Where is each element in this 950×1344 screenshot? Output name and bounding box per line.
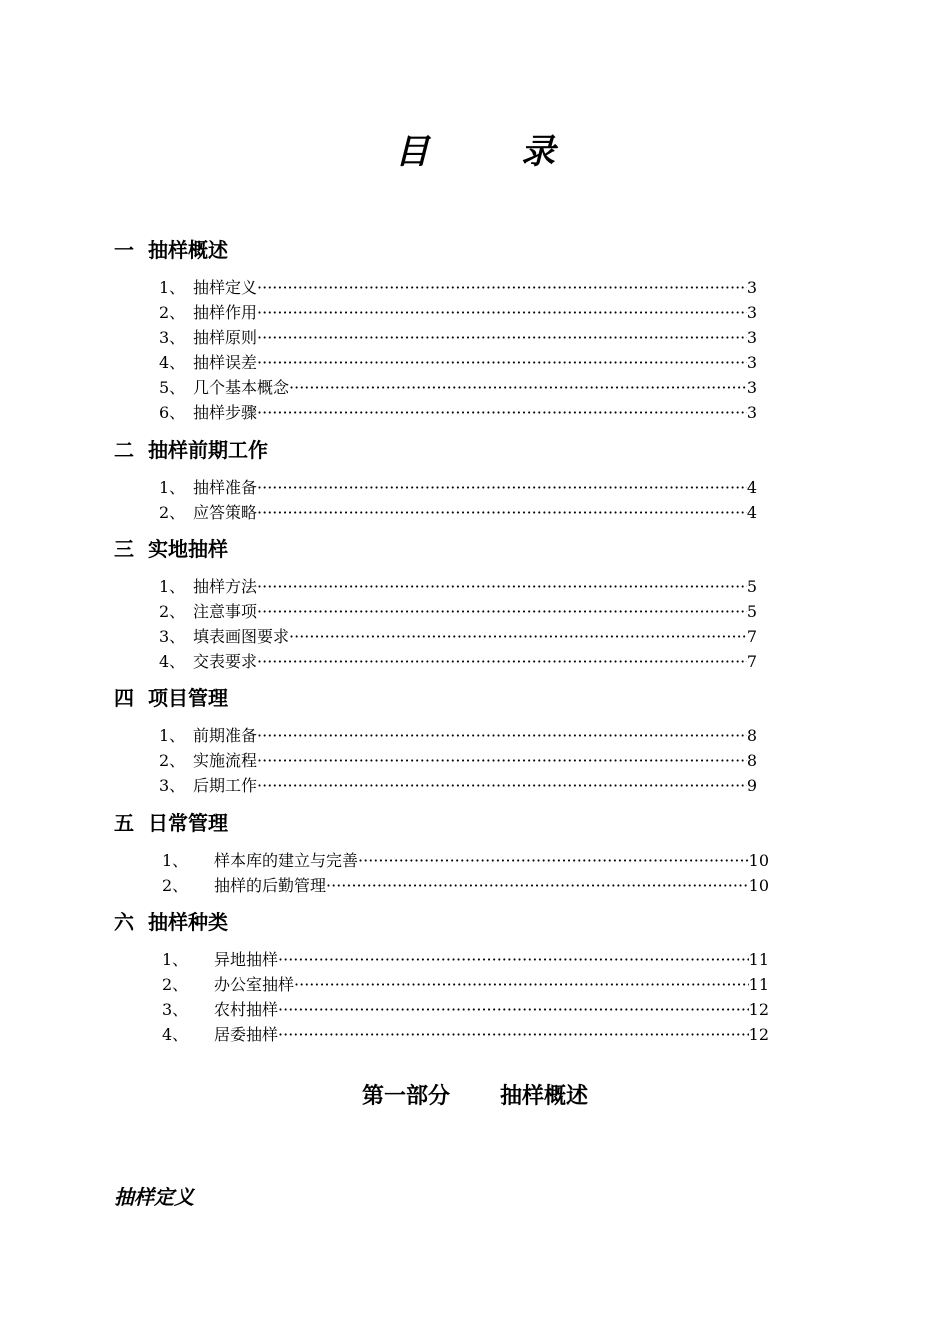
entry-number: 2、 [159,503,186,522]
toc-entry[interactable] [162,872,769,897]
entry-number: 1、 [159,478,186,497]
entry-page-number: 11 [748,975,769,994]
dot-leader [257,576,747,598]
entry-page-number: 5 [746,577,757,596]
entry-label: 抽样作用 [193,303,258,322]
dot-leader [257,750,747,772]
dot-leader [257,775,747,797]
toc-entry[interactable] [159,772,757,797]
entry-page-number: 9 [746,776,757,795]
entry-page-number: 11 [748,950,769,969]
entry-label: 抽样准备 [193,478,258,497]
entry-label: 办公室抽样 [214,975,295,994]
dot-leader [257,502,747,524]
section-title: 实地抽样 [148,537,228,561]
toc-entry[interactable] [162,847,769,872]
dot-leader [257,277,747,299]
part-label: 第一部分 [361,1084,450,1109]
toc-section-heading [114,436,268,464]
toc-entry[interactable] [159,598,757,623]
dot-leader [294,974,749,996]
section-number: 五 [114,811,134,835]
entry-page-number: 4 [746,478,757,497]
entry-number: 2、 [159,751,186,770]
entry-number: 6、 [159,403,186,422]
dot-leader [257,327,747,349]
entry-page-number: 10 [748,876,769,895]
section-title: 项目管理 [148,686,228,710]
entry-page-number: 7 [746,627,757,646]
entry-label: 抽样定义 [193,278,258,297]
toc-entry[interactable] [159,722,757,747]
entry-page-number: 7 [746,652,757,671]
entry-number: 4、 [159,652,186,671]
toc-entry[interactable] [159,648,757,673]
entry-page-number: 3 [746,403,757,422]
entry-label: 抽样方法 [193,577,258,596]
entry-label: 异地抽样 [214,950,279,969]
entry-page-number: 8 [746,751,757,770]
entry-label: 抽样的后勤管理 [214,876,327,895]
toc-entry[interactable] [159,274,757,299]
dot-leader [278,1024,749,1046]
entry-number: 1、 [162,950,189,969]
section-number: 四 [114,686,134,710]
entry-number: 2、 [159,303,186,322]
entry-number: 3、 [159,776,186,795]
toc-section-heading [114,684,228,712]
dot-leader [358,850,749,872]
entry-label: 前期准备 [193,726,258,745]
entry-label: 几个基本概念 [193,378,290,397]
toc-entry[interactable] [159,399,757,424]
toc-entry[interactable] [159,299,757,324]
entry-label: 应答策略 [193,503,258,522]
entry-label: 填表画图要求 [193,627,290,646]
dot-leader [257,402,747,424]
entry-page-number: 4 [746,503,757,522]
toc-entry[interactable] [159,747,757,772]
toc-entry[interactable] [159,499,757,524]
entry-page-number: 12 [748,1000,769,1019]
dot-leader [257,302,747,324]
entry-number: 1、 [159,726,186,745]
entry-label: 抽样误差 [193,353,258,372]
dot-leader [289,626,747,648]
entry-label: 抽样步骤 [193,403,258,422]
subsection-heading: 抽样定义 [114,1185,194,1209]
section-title: 抽样前期工作 [148,438,268,462]
dot-leader [257,651,747,673]
toc-title-right: 录 [521,132,555,172]
toc-entry[interactable] [162,971,769,996]
entry-page-number: 8 [746,726,757,745]
entry-label: 注意事项 [193,602,258,621]
entry-page-number: 10 [748,851,769,870]
dot-leader [257,601,747,623]
dot-leader [257,725,747,747]
entry-page-number: 3 [746,278,757,297]
toc-entry[interactable] [159,324,757,349]
toc-section-heading [114,908,228,936]
entry-number: 3、 [159,328,186,347]
section-title: 抽样概述 [148,238,228,262]
entry-number: 1、 [159,577,186,596]
entry-label: 样本库的建立与完善 [214,851,359,870]
part-heading [0,1080,950,1114]
toc-section-heading [114,809,228,837]
entry-number: 3、 [159,627,186,646]
toc-entry[interactable] [159,349,757,374]
entry-page-number: 3 [746,328,757,347]
entry-label: 交表要求 [193,652,258,671]
toc-entry[interactable] [162,946,769,971]
entry-label: 后期工作 [193,776,258,795]
entry-number: 1、 [162,851,189,870]
toc-entry[interactable] [159,573,757,598]
entry-number: 2、 [162,876,189,895]
toc-title [0,128,950,176]
entry-page-number: 3 [746,303,757,322]
section-title: 抽样种类 [148,910,228,934]
entry-number: 1、 [159,278,186,297]
entry-page-number: 3 [746,378,757,397]
entry-page-number: 12 [748,1025,769,1044]
entry-number: 3、 [162,1000,189,1019]
entry-number: 4、 [162,1025,189,1044]
section-number: 一 [114,238,134,262]
entry-number: 2、 [162,975,189,994]
toc-section-heading [114,535,228,563]
entry-label: 抽样原则 [193,328,258,347]
entry-number: 2、 [159,602,186,621]
entry-page-number: 5 [746,602,757,621]
section-number: 六 [114,910,134,934]
dot-leader [289,377,747,399]
toc-entry[interactable] [162,1021,769,1046]
dot-leader [257,352,747,374]
entry-number: 5、 [159,378,186,397]
entry-label: 居委抽样 [214,1025,279,1044]
entry-label: 实施流程 [193,751,258,770]
dot-leader [326,875,749,897]
dot-leader [278,949,749,971]
toc-section-heading [114,236,228,264]
toc-entry[interactable] [159,474,757,499]
section-number: 二 [114,438,134,462]
toc-title-left: 目 [395,132,429,172]
part-title: 抽样概述 [500,1084,589,1109]
toc-entry[interactable] [159,374,757,399]
toc-entry[interactable] [159,623,757,648]
dot-leader [278,999,749,1021]
dot-leader [257,477,747,499]
toc-entry[interactable] [162,996,769,1021]
entry-number: 4、 [159,353,186,372]
section-title: 日常管理 [148,811,228,835]
section-number: 三 [114,537,134,561]
entry-page-number: 3 [746,353,757,372]
entry-label: 农村抽样 [214,1000,279,1019]
